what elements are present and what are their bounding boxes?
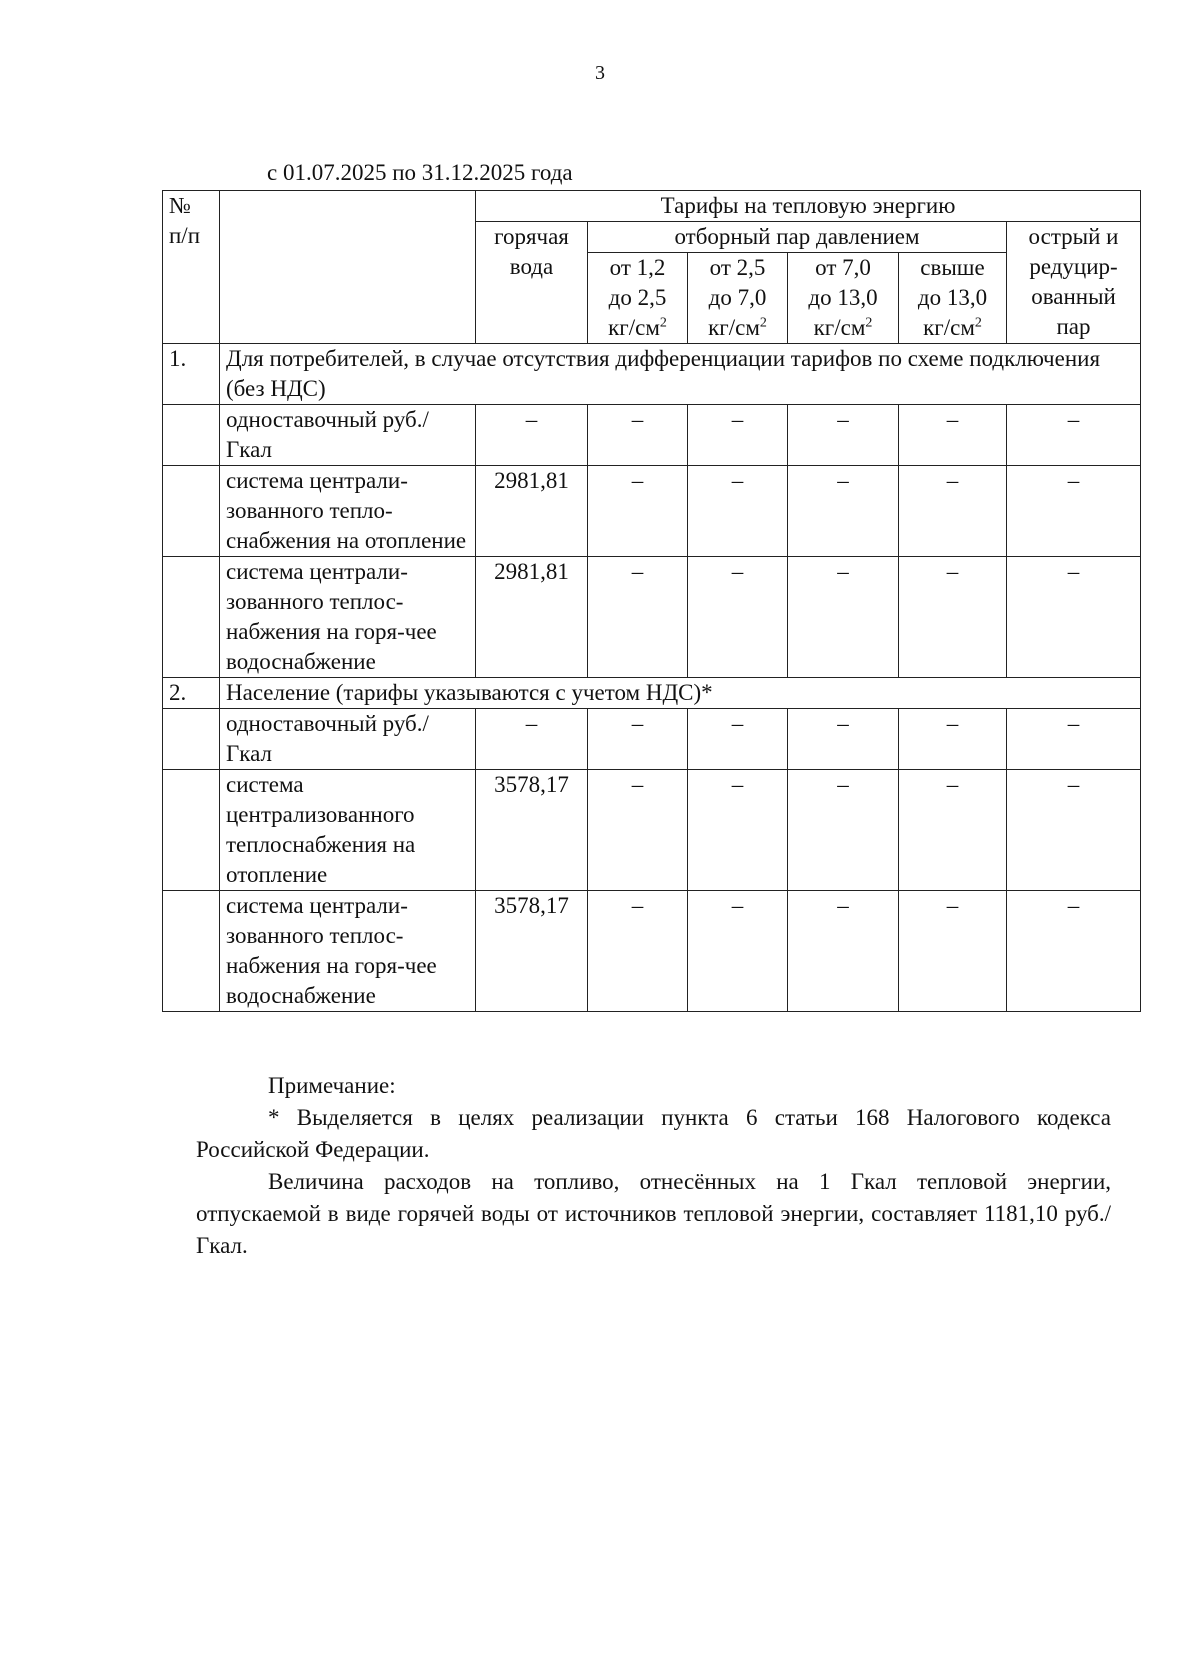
header-pressure-1: от 1,2 до 2,5 $кг/см^2$ bbox=[588, 253, 688, 344]
hot-water-value: 2981,81 bbox=[476, 557, 588, 678]
notes-block bbox=[196, 1070, 1111, 1262]
dash-cell: – bbox=[688, 405, 788, 466]
page-number: 3 bbox=[595, 62, 605, 84]
dash-cell: – bbox=[588, 709, 688, 770]
dash-cell: – bbox=[788, 466, 899, 557]
dash-cell: – bbox=[688, 466, 788, 557]
table-row bbox=[163, 405, 1141, 466]
table-row bbox=[163, 891, 1141, 1012]
header-hot-water: горячая вода bbox=[476, 222, 588, 344]
dash-cell: – bbox=[788, 709, 899, 770]
dash-cell: – bbox=[588, 770, 688, 891]
hot-water-value: 3578,17 bbox=[476, 770, 588, 891]
dash-cell: – bbox=[899, 770, 1007, 891]
notes-title: Примечание: bbox=[268, 1073, 396, 1098]
row-label: система централи-зованного тепло-снабжения на отопление bbox=[220, 466, 476, 557]
section-2-title: Население (тарифы указываются с учетом НДС)* bbox=[220, 678, 1141, 709]
dash-cell: – bbox=[1007, 709, 1141, 770]
dash-cell: – bbox=[899, 709, 1007, 770]
dash-cell: – bbox=[899, 891, 1007, 1012]
dash-cell: – bbox=[1007, 405, 1141, 466]
header-pressure-3: от 7,0 до 13,0 $кг/см^2$ bbox=[788, 253, 899, 344]
header-sharp-steam: острый и редуцир-ованный пар bbox=[1007, 222, 1141, 344]
dash-cell: – bbox=[899, 557, 1007, 678]
section-1-number: 1. bbox=[163, 344, 220, 405]
row-label: система централизованного теплоснабжения на отопление bbox=[220, 770, 476, 891]
dash-cell: – bbox=[688, 891, 788, 1012]
fuel-cost-text: Величина расходов на топливо, отнесённых на 1 Гкал тепловой энергии, отпускаемой в виде горячей воды от источников тепловой энергии, составляет 1181,10 руб./Гкал. bbox=[196, 1169, 1111, 1258]
table-row bbox=[163, 557, 1141, 678]
dash-cell: – bbox=[588, 466, 688, 557]
header-pressure-4: свыше до 13,0 $кг/см^2$ bbox=[899, 253, 1007, 344]
dash-cell: – bbox=[788, 405, 899, 466]
dash-cell: – bbox=[788, 891, 899, 1012]
tariff-table bbox=[162, 190, 1141, 1012]
hot-water-value: 2981,81 bbox=[476, 466, 588, 557]
dash-cell: – bbox=[788, 770, 899, 891]
dash-cell: – bbox=[1007, 891, 1141, 1012]
row-label: одноставочный руб./Гкал bbox=[220, 709, 476, 770]
header-blank bbox=[220, 191, 476, 344]
header-tariffs: Тарифы на тепловую энергию bbox=[476, 191, 1141, 222]
dash-cell: – bbox=[788, 557, 899, 678]
dash-cell: – bbox=[688, 709, 788, 770]
header-pressure-2: от 2,5 до 7,0 $кг/см^2$ bbox=[688, 253, 788, 344]
dash-cell: – bbox=[899, 405, 1007, 466]
dash-cell: – bbox=[1007, 557, 1141, 678]
hot-water-value: 3578,17 bbox=[476, 891, 588, 1012]
header-number: № п/п bbox=[163, 191, 220, 344]
dash-cell: – bbox=[899, 466, 1007, 557]
section-2-number: 2. bbox=[163, 678, 220, 709]
dash-cell: – bbox=[588, 891, 688, 1012]
row-label: система централи-зованного теплос-набжения на горя-чее водоснабжение bbox=[220, 557, 476, 678]
dash-cell: – bbox=[588, 557, 688, 678]
tariff-period: с 01.07.2025 по 31.12.2025 года bbox=[267, 160, 573, 185]
table-row bbox=[163, 709, 1141, 770]
hot-water-value: – bbox=[476, 405, 588, 466]
dash-cell: – bbox=[688, 557, 788, 678]
row-label: одноставочный руб./Гкал bbox=[220, 405, 476, 466]
table-row bbox=[163, 466, 1141, 557]
hot-water-value: – bbox=[476, 709, 588, 770]
section-1-title: Для потребителей, в случае отсутствия дифференциации тарифов по схеме подключения (без НДС) bbox=[220, 344, 1141, 405]
dash-cell: – bbox=[588, 405, 688, 466]
table-row bbox=[163, 770, 1141, 891]
row-label: система централи-зованного теплос-набжения на горя-чее водоснабжение bbox=[220, 891, 476, 1012]
dash-cell: – bbox=[1007, 770, 1141, 891]
header-extraction-steam: отборный пар давлением bbox=[588, 222, 1007, 253]
footnote-text: * Выделяется в целях реализации пункта 6 статьи 168 Налогового кодекса Российской Федерации. bbox=[196, 1105, 1111, 1162]
dash-cell: – bbox=[688, 770, 788, 891]
dash-cell: – bbox=[1007, 466, 1141, 557]
